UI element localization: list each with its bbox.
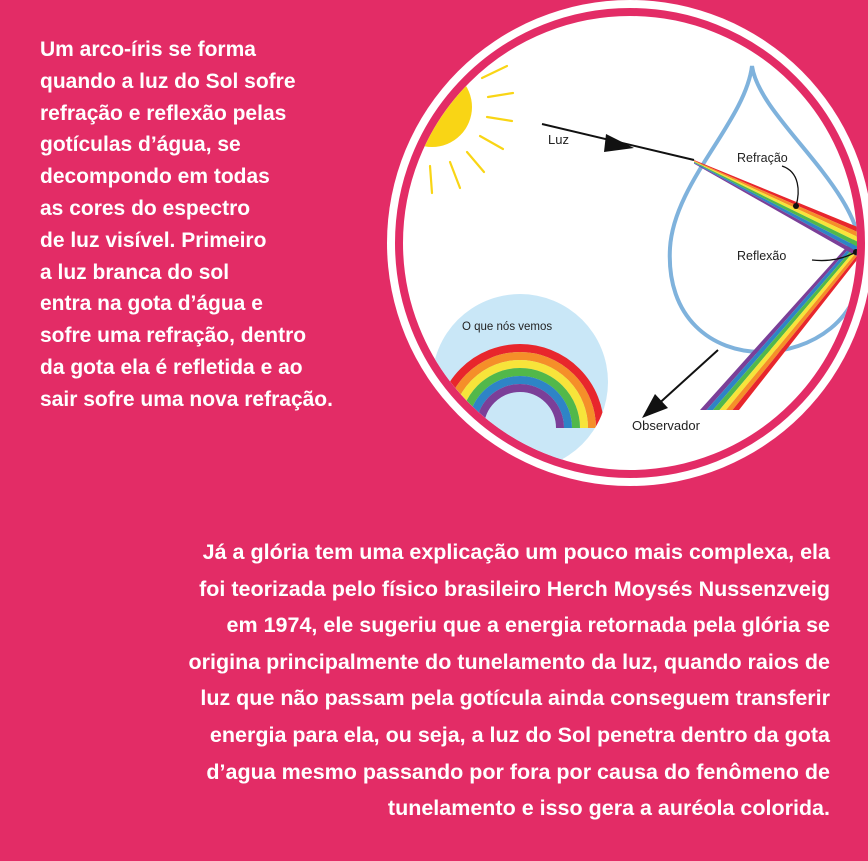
intro-line: quando a luz do Sol sofre — [40, 69, 296, 93]
intro-line: as cores do espectro — [40, 196, 251, 220]
intro-line: decompondo em todas — [40, 165, 270, 189]
label-light: Luz — [548, 132, 569, 147]
label-observer: Observador — [632, 418, 700, 433]
intro-line: a luz branca do sol — [40, 260, 230, 284]
intro-line: de luz visível. Primeiro — [40, 228, 267, 252]
intro-paragraph — [40, 34, 420, 416]
intro-line: gotículas d’água, se — [40, 133, 241, 157]
intro-line: da gota ela é refletida e ao — [40, 355, 303, 379]
intro-line: entra na gota d’água e — [40, 292, 263, 316]
rainbow-diagram — [385, 0, 868, 505]
glory-line: tunelamento e isso gera a auréola colorida. — [387, 796, 830, 821]
intro-line: sair sofre uma nova refração. — [40, 387, 333, 411]
intro-line: refração e reflexão pelas — [40, 101, 287, 125]
glory-line: foi teorizada pelo físico brasileiro Herch Moysés Nussenzveig — [199, 576, 830, 601]
intro-line: Um arco-íris se forma — [40, 38, 256, 61]
diagram-circle-border — [387, 0, 868, 486]
intro-line: sofre uma refração, dentro — [40, 324, 307, 348]
label-reflection: Reflexão — [737, 249, 787, 263]
label-what-we-see: O que nós vemos — [462, 321, 553, 333]
refraction-point — [793, 203, 799, 209]
glory-line: Já a glória tem uma explicação um pouco mais complexa, ela — [202, 540, 830, 564]
glory-paragraph — [36, 534, 830, 827]
label-refraction: Refração — [737, 151, 788, 165]
glory-line: origina principalmente do tunelamento da luz, quando raios de — [188, 649, 830, 674]
glory-line: d’agua mesmo passando por fora por causa do fenômeno de — [206, 759, 830, 784]
glory-line: energia para ela, ou seja, a luz do Sol penetra dentro da gota — [209, 722, 830, 747]
glory-line: em 1974, ele sugeriu que a energia retornada pela glória se — [226, 613, 830, 638]
glory-line: luz que não passam pela gotícula ainda conseguem transferir — [200, 686, 830, 711]
